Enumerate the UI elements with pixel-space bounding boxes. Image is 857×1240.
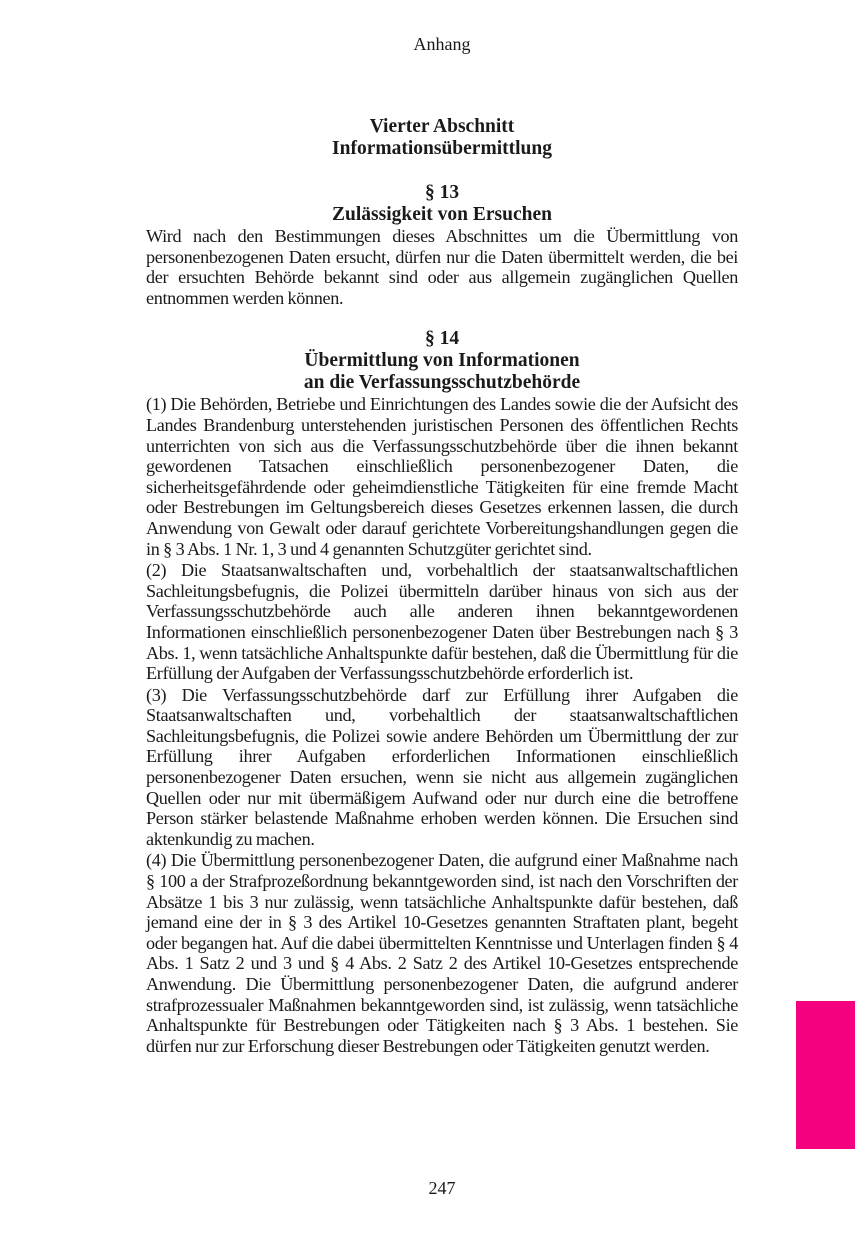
paragraph-number: § 13 [424, 182, 460, 203]
paragraph-body: Wird nach den Bestimmungen dieses Abschnittes um die Übermittlung von personenbezogenen Daten ersucht, dürfen nur die Daten übermittelt werden, die bei der ersuchten Behörde bekannt sind oder aus allgemein zugänglichen Quellen entnommen werden können. [146, 226, 738, 308]
paragraph-number: § 14 [424, 328, 460, 350]
subsection-3: (3) Die Verfassungsschutzbehörde darf zur Erfüllung ihrer Aufgaben die Staatsanwaltschaften und, vorbehaltlich der staatsanwaltschaftlichen Sachleitungsbefugnis, die Polizei sowie andere Behörden um Übermittlung der zur Erfüllung ihrer Aufgaben erforderlichen Informationen einschließlich personenbezogener Daten ersuchen, wenn sie nicht aus allgemein zugänglichen Quellen oder nur mit übermäßigem Aufwand oder nur durch eine die betroffene Person stärker belastende Maßnahme erhoben werden können. Die Ersuchen sind aktenkundig zu machen. [146, 684, 738, 849]
page-content [146, 116, 738, 1057]
paragraph-title: Zulässigkeit von Ersuchen [332, 204, 552, 225]
section-title-line2: Informationsübermittlung [332, 138, 552, 159]
paragraph-title: an die Verfassungsschutzbehörde [303, 372, 581, 394]
paragraph-13 [146, 182, 738, 308]
subsection-2: (2) Die Staatsanwaltschaften und, vorbehaltlich der staatsanwaltschaftlichen Sachleitungsbefugnis, die Polizei übermitteln darüber hinaus von sich aus der Verfassungsschutzbehörde auch alle anderen ihnen bekanntgewordenen Informationen einschließlich personenbezogener Daten über Bestrebungen nach § 3 Abs. 1, wenn tatsächliche Anhaltspunkte dafür bestehen, daß die Übermittlung für die Erfüllung der Aufgaben der Verfassungsschutzbehörde erforderlich ist. [146, 560, 738, 684]
section-title-line1: Vierter Abschnitt [369, 116, 515, 137]
running-head: Anhang [413, 34, 471, 54]
chapter-thumb-tab [796, 1001, 855, 1149]
paragraph-14 [146, 328, 738, 1056]
paragraph-title: Übermittlung von Informationen [304, 350, 580, 372]
page-number: 247 [428, 1178, 456, 1198]
subsection-1: (1) Die Behörden, Betriebe und Einrichtungen des Landes sowie die der Aufsicht des Landes Brandenburg unterstehenden juristischen Personen des öffentlichen Rechts unterrichten von sich aus die Verfassungsschutzbehörde über die ihnen bekannt gewordenen Tatsachen einschließlich personenbezogener Daten, die sicherheitsgefährdende oder geheimdienstliche Tätigkeiten für eine fremde Macht oder Bestrebungen im Geltungsbereich dieses Gesetzes erkennen lassen, die durch Anwendung von Gewalt oder darauf gerichtete Vorbereitungshandlungen gegen die in § 3 Abs. 1 Nr. 1, 3 und 4 genannten Schutzgüter gerichtet sind. [146, 394, 738, 559]
subsection-4: (4) Die Übermittlung personenbezogener Daten, die aufgrund einer Maßnahme nach § 100 a der Strafprozeßordnung bekanntgeworden sind, ist nach den Vorschriften der Absätze 1 bis 3 nur zulässig, wenn tatsächliche Anhaltspunkte dafür bestehen, daß jemand eine der in § 3 des Artikel 10-Gesetzes genannten Straftaten plant, begeht oder begangen hat. Auf die dabei übermittelten Kenntnisse und Unterlagen finden § 4 Abs. 1 Satz 2 und 3 und § 4 Abs. 2 Satz 2 des Artikel 10-Gesetzes entsprechende Anwendung. Die Übermittlung personenbezogener Daten, die aufgrund anderer strafprozessualer Maßnahmen bekanntgeworden sind, ist zulässig, wenn tatsächliche Anhaltspunkte für Bestrebungen oder Tätigkeiten nach § 3 Abs. 1 bestehen. Sie dürfen nur zur Erforschung dieser Bestrebungen oder Tätigkeiten genutzt werden. [146, 850, 738, 1056]
